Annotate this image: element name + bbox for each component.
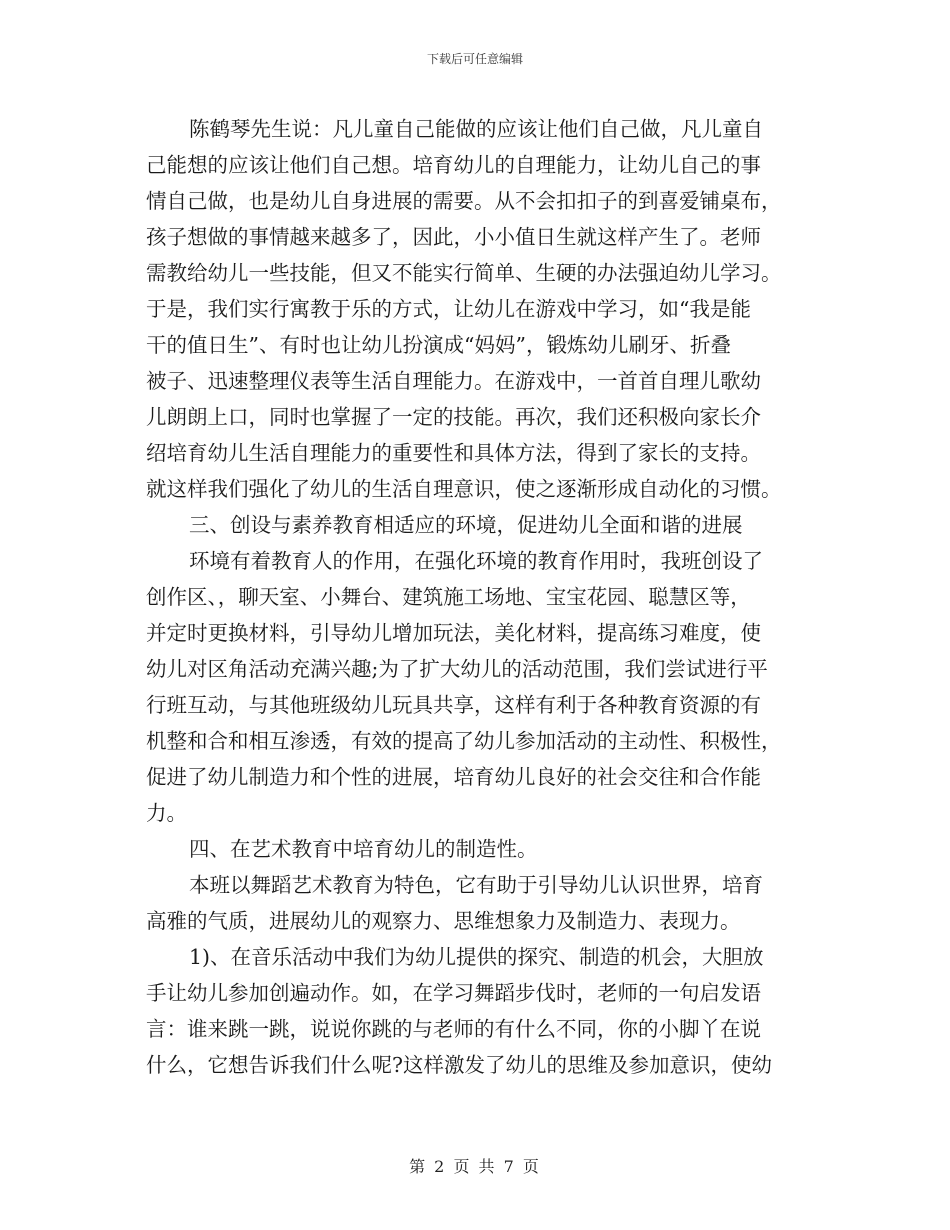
text-line: 本班以舞蹈艺术教育为特色，它有助于引导幼儿认识世界，培育 [189,873,763,897]
text-line: 创作区、，聊天室、小舞台、建筑施工场地、宝宝花园、聪慧区等， [146,585,751,609]
text-line: 环境有着教育人的作用，在强化环境的教育作用时，我班创设了 [189,549,763,573]
text-line: 机整和合和相互渗透，有效的提高了幼儿参加活动的主动性、积极性， [146,729,782,753]
text-line: 1)、在音乐活动中我们为幼儿提供的探究、制造的机会，大胆放 [189,945,764,969]
text-line: 干的值日生”、有时也让幼儿扮演成“妈妈”，锻炼幼儿刷牙、折叠 [146,333,731,357]
text-line: 就这样我们强化了幼儿的生活自理意识，使之逐渐形成自动化的习惯。 [146,477,782,501]
text-line: 并定时更换材料，引导幼儿增加玩法，美化材料，提高练习难度，使 [146,621,761,645]
text-line: 绍培育幼儿生活自理能力的重要性和具体方法，得到了家长的支持。 [146,441,761,465]
text-line: 四、在艺术教育中培育幼儿的制造性。 [189,837,538,861]
text-line: 什么，它想告诉我们什么呢?这样激发了幼儿的思维及参加意识，使幼 [146,1053,772,1077]
text-line: 力。 [146,801,187,825]
text-line: 幼儿对区角活动充满兴趣;为了扩大幼儿的活动范围，我们尝试进行平 [146,657,768,681]
text-line: 行班互动，与其他班级幼儿玩具共享，这样有利于各种教育资源的有 [146,693,761,717]
text-line: 己能想的应该让他们自己想。培育幼儿的自理能力，让幼儿自己的事 [146,153,761,177]
text-line: 促进了幼儿制造力和个性的进展，培育幼儿良好的社会交往和合作能 [146,765,761,789]
text-line: 需教给幼儿一些技能，但又不能实行简单、生硬的办法强迫幼儿学习。 [146,261,782,285]
page-number: 第 2 页 共 7 页 [409,1157,541,1176]
header-note: 下载后可任意编辑 [426,52,523,66]
text-line: 言：谁来跳一跳，说说你跳的与老师的有什么不同，你的小脚丫在说 [146,1017,761,1041]
text-line: 手让幼儿参加创遍动作。如，在学习舞蹈步伐时，老师的一句启发语 [146,981,761,1005]
text-line: 儿朗朗上口，同时也掌握了一定的技能。再次，我们还积极向家长介 [146,405,761,429]
text-line: 三、创设与素养教育相适应的环境，促进幼儿全面和谐的进展 [189,513,743,537]
text-line: 被子、迅速整理仪表等生活自理能力。在游戏中，一首首自理儿歌幼 [146,369,761,393]
text-line: 陈鹤琴先生说：凡儿童自己能做的应该让他们自己做，凡儿童自 [189,117,763,141]
text-line: 高雅的气质，进展幼儿的观察力、思维想象力及制造力、表现力。 [146,909,741,933]
text-line: 于是，我们实行寓教于乐的方式，让幼儿在游戏中学习，如“我是能 [146,297,751,321]
text-line: 情自己做，也是幼儿自身进展的需要。从不会扣扣子的到喜爱铺桌布， [146,189,782,213]
body-text [146,111,806,1083]
text-line: 孩子想做的事情越来越多了，因此，小小值日生就这样产生了。老师 [146,225,761,249]
